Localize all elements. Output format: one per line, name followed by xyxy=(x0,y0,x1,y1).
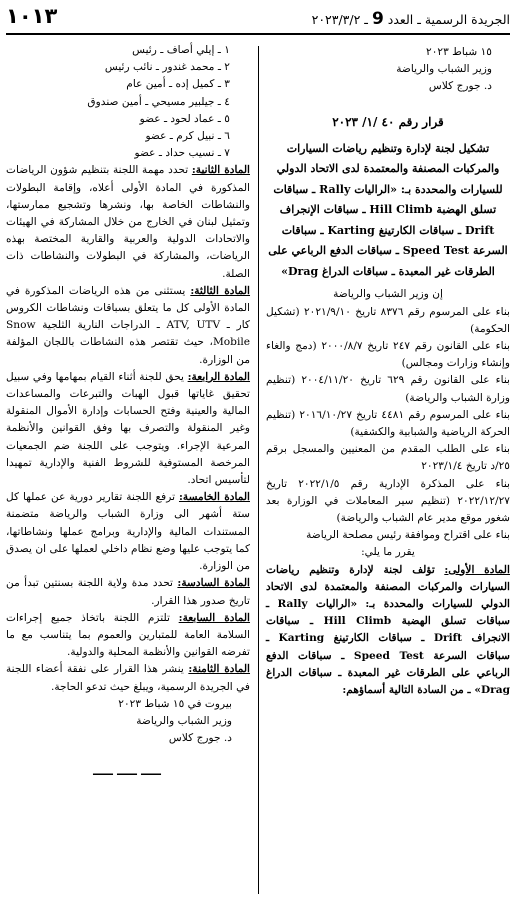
article-label: المادة السادسة: xyxy=(177,577,250,590)
article-text: ينشر هذا القرار على نفقة أعضاء اللجنة في الجريدة الرسمية، ويبلغ حيث تدعو الحاجة. xyxy=(6,663,250,693)
top-signature xyxy=(266,44,492,96)
article-label: المادة الأولى: xyxy=(444,563,510,576)
closing-name: د. جورج كلاس xyxy=(168,732,232,745)
closing-signature xyxy=(6,696,232,748)
article-6 xyxy=(6,575,250,609)
header-rule xyxy=(6,33,510,35)
article-text: تلتزم اللجنة باتخاذ جميع إجراءات السلامة العامة للمتبارين والعموم بما يتناسب مع ما تفرضه القوانين والأنظمة المحلية والدولية. xyxy=(6,611,250,659)
article-8 xyxy=(6,661,250,695)
preamble-item: بناء على المذكرة الإدارية رقم ٢٠٢٢/١/٥ تاريخ ٢٠٢٢/١٢/٢٧ (تنظيم سير المعاملات في الوزارة بعد شغور موقع مدير عام الشباب والرياضة) xyxy=(266,477,510,524)
member-item: ٢ ـ محمد غندور ـ نائب رئيس xyxy=(104,61,230,74)
article-text: تحدد مهمة اللجنة بتنظيم شؤون الرياضات المذكورة في المادة الأولى أعلاه، وإقامة البطولات والنشاطات الخاصة بها، ونشرها وتشجيع ممارستها، وتمثيل لبنان في الخارج من خلال المشاركة في الهيئات والاتحادات الدولية والعربية والقارية المختصة بهذه الرياضات، والمشاركة في البطولات والنشاطات ذات الصلة. xyxy=(6,164,250,280)
article-text: يستثنى من هذه الرياضات المذكورة في المادة الأولى كل ما يتعلق بسباقات ونشاطات الكروس كار ـ ATV, UTV ـ الدراجات النارية الثلجية Snow Mobile، حيث تقتصر هذه النشاطات باللجان المؤلفة من الوزارة. xyxy=(6,284,250,366)
article-label: المادة السابعة: xyxy=(178,611,251,624)
issue-date: ـ ٢٠٢٣/٣/٢ xyxy=(311,12,368,27)
article-label: المادة الثانية: xyxy=(191,164,250,177)
article-label: المادة الثالثة: xyxy=(190,284,251,297)
page-header xyxy=(6,6,510,32)
article-3 xyxy=(6,283,250,369)
article-label: المادة الخامسة: xyxy=(178,491,250,504)
article-text: ترفع اللجنة تقارير دورية عن عملها كل ستة أشهر الى وزارة الشباب والرياضة متضمنة المستندات المالية والإدارية وبرامج عملها ونشاطاتها، كما يتوجب عليها وضع نظام داخلي لعملها على ان يصدق من الوزارة. xyxy=(6,491,250,573)
article-2 xyxy=(6,162,250,282)
signature-name: د. جورج كلاس xyxy=(428,80,492,93)
member-item: ٦ ـ نبيل كرم ـ عضو xyxy=(145,130,230,143)
header-title-text: الجريدة الرسمية ـ العدد xyxy=(387,12,510,27)
intro-line: إن وزير الشباب والرياضة xyxy=(333,288,443,301)
article-1 xyxy=(266,562,510,700)
article-text: تحدد مدة ولاية اللجنة بسنتين تبدأ من تاريخ صدور هذا القرار. xyxy=(6,577,250,607)
decision-title: قرار رقم ٤٠ /١/ ٢٠٢٣ xyxy=(332,114,444,129)
member-item: ٤ ـ جيلبير مسيحي ـ أمين صندوق xyxy=(87,95,230,108)
left-column xyxy=(6,42,251,787)
preamble-item: بناء على القانون رقم ٢٤٧ تاريخ ٢٠٠٠/٨/٧ (دمج والغاء وإنشاء وزارات ومجالس) xyxy=(266,339,510,370)
section-separator: ——— xyxy=(92,761,164,787)
preamble-item: بناء على اقتراح وموافقة رئيس مصلحة الرياضة xyxy=(306,529,510,542)
preamble-item: بناء على المرسوم رقم ٨٣٧٦ تاريخ ٢٠٢١/٩/١٠ (تشكيل الحكومة) xyxy=(266,305,510,335)
member-item: ١ ـ إيلي أصاف ـ رئيس xyxy=(132,44,230,56)
article-label: المادة الرابعة: xyxy=(187,370,251,383)
article-text: تؤلف لجنة لإدارة وتنظيم رياضات السيارات والمركبات المصنفة والمعتمدة لدى الاتحاد الدولي للسيارات والمحددة بـ: «الراليات Rally ـ سباقات تسلق الهضبة Hill Climb ـ سباقات الانجراف Drift ـ سباقات الكارتينغ Karting ـ سباقات السرعة Speed Test ـ سباقات الدفع الرباعي على الطرقات غير المعبدة ـ سباقات الدراغ Drag» ـ من السادة التالية أسماؤهم: xyxy=(266,563,511,696)
member-item: ٧ ـ نسيب حداد ـ عضو xyxy=(134,147,230,160)
article-7 xyxy=(6,610,250,662)
signature-title: وزير الشباب والرياضة xyxy=(396,63,492,76)
right-column xyxy=(266,44,510,699)
decides-line: يقرر ما يلي: xyxy=(361,546,415,559)
preamble-item: بناء على الطلب المقدم من المعنيين والمسجل برقم ٢٥/د تاريخ ٢٠٢٣/١/٤ xyxy=(266,443,510,473)
decision-subject: تشكيل لجنة لإدارة وتنظيم رياضات السيارات والمركبات المصنفة والمعتمدة لدى الاتحاد الدولي للسيارات والمحددة بـ: «الراليات Rally ـ سباقات تسلق الهضبة Hill Climb ـ سباقات الإنجراف Drift ـ سباقات الكارتينغ Karting ـ سباقات السرعة Speed Test ـ سباقات الدفع الرباعي على الطرقات غير المعبدة ـ سباقات الدراغ Drag» xyxy=(268,141,508,278)
closing-date: بيروت في ١٥ شباط ٢٠٢٣ xyxy=(118,697,232,710)
page-number: ١٠١٣ xyxy=(6,4,58,28)
column-divider xyxy=(258,46,259,894)
article-text: يحق للجنة أثناء القيام بمهامها وفي سبيل تحقيق غاياتها قبول الهبات والتبرعات والمساعدات المالية والعينية وفتح الحسابات وإدارة الأموال المنقولة وغير المنقولة والتصرف بها وفق القوانين والأنظمة المرعية الإجراء. ويتوجب على اللجنة ضم الجمعيات المرخصة المستوفية للشروط الفنية والإدارية تمهيدا لتأسيس اتحاد. xyxy=(6,370,250,487)
member-item: ٥ ـ عماد لحود ـ عضو xyxy=(139,112,230,125)
preamble-item: بناء على القانون رقم ٦٢٩ تاريخ ٢٠٠٤/١١/٢٠ (تنظيم وزارة الشباب والرياضة) xyxy=(266,374,510,404)
article-label: المادة الثامنة: xyxy=(188,663,251,676)
gazette-title xyxy=(312,9,510,29)
issue-number: 9 xyxy=(371,9,384,29)
signature-date: ١٥ شباط ٢٠٢٣ xyxy=(426,46,492,58)
members-list xyxy=(6,42,250,162)
preamble-item: بناء على المرسوم رقم ٤٤٨١ تاريخ ٢٠١٦/١٠/٢٧ (تنظيم الحركة الرياضية والشبابية والكشفية) xyxy=(266,408,510,438)
article-5 xyxy=(6,489,250,575)
article-4 xyxy=(6,369,250,489)
closing-title: وزير الشباب والرياضة xyxy=(136,714,232,727)
member-item: ٣ ـ كميل إده ـ أمين عام xyxy=(126,78,230,91)
